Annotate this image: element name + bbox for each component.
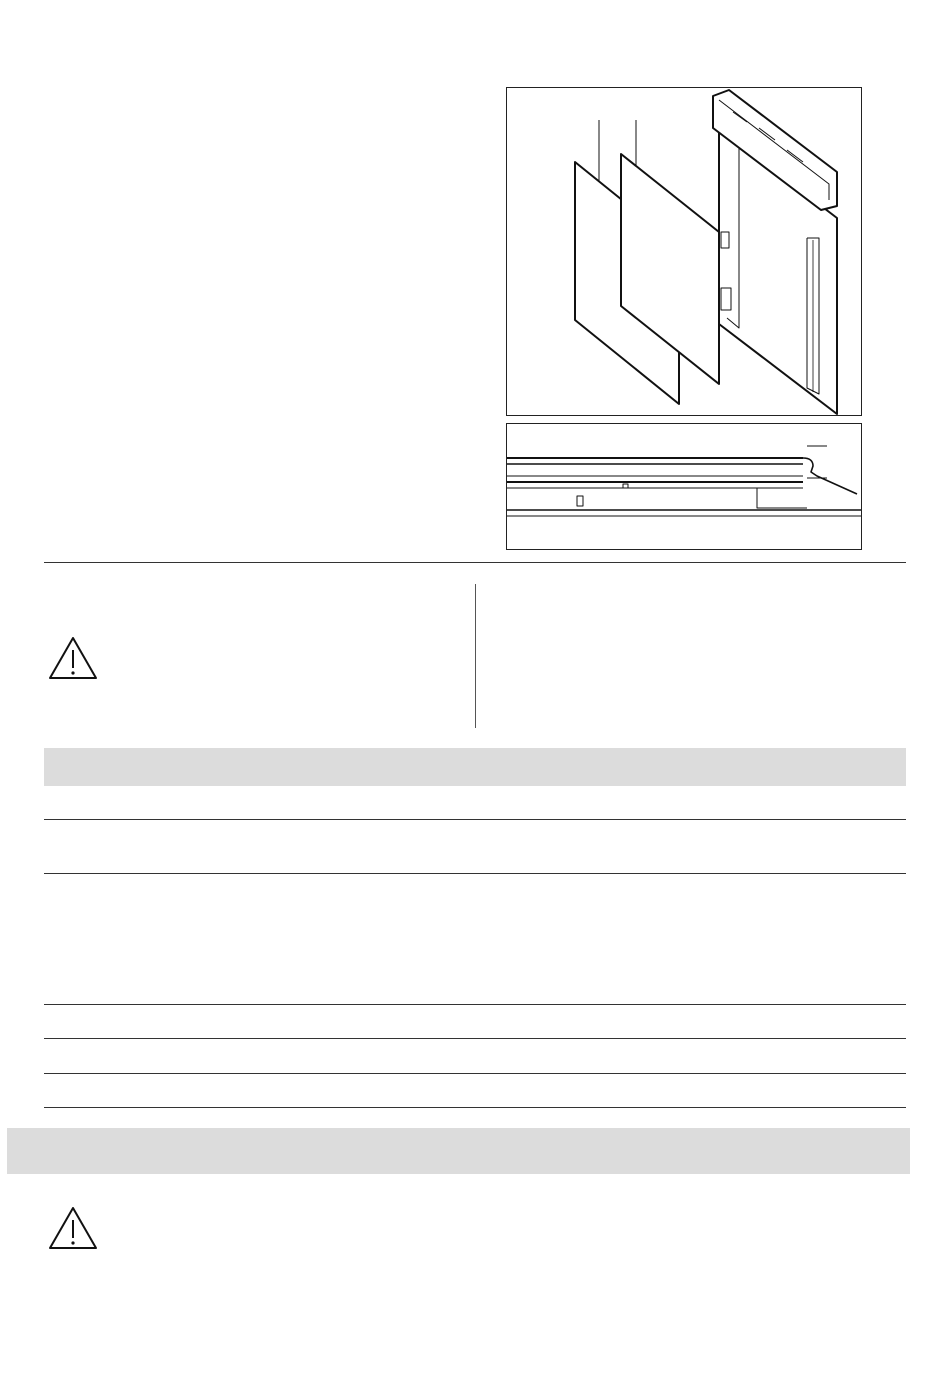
table-row-divider xyxy=(44,1073,906,1074)
warning-block-1 xyxy=(48,636,98,680)
oven-door-illustration xyxy=(507,88,861,415)
table-row-divider xyxy=(44,1038,906,1039)
section-heading-band xyxy=(7,1128,910,1174)
table-row-divider xyxy=(44,873,906,874)
warning-block-2 xyxy=(48,1206,98,1250)
door-cross-section-illustration xyxy=(507,424,861,549)
column-divider xyxy=(475,584,476,728)
warning-triangle-icon xyxy=(48,636,98,680)
table-header-band xyxy=(44,748,906,786)
warning-triangle-icon xyxy=(48,1206,98,1250)
exploded-door-figure xyxy=(506,87,862,416)
table-row-divider xyxy=(44,819,906,820)
table-row-divider xyxy=(44,1004,906,1005)
section-divider-top xyxy=(44,562,906,563)
table-row-divider xyxy=(44,1107,906,1108)
door-section-figure xyxy=(506,423,862,550)
